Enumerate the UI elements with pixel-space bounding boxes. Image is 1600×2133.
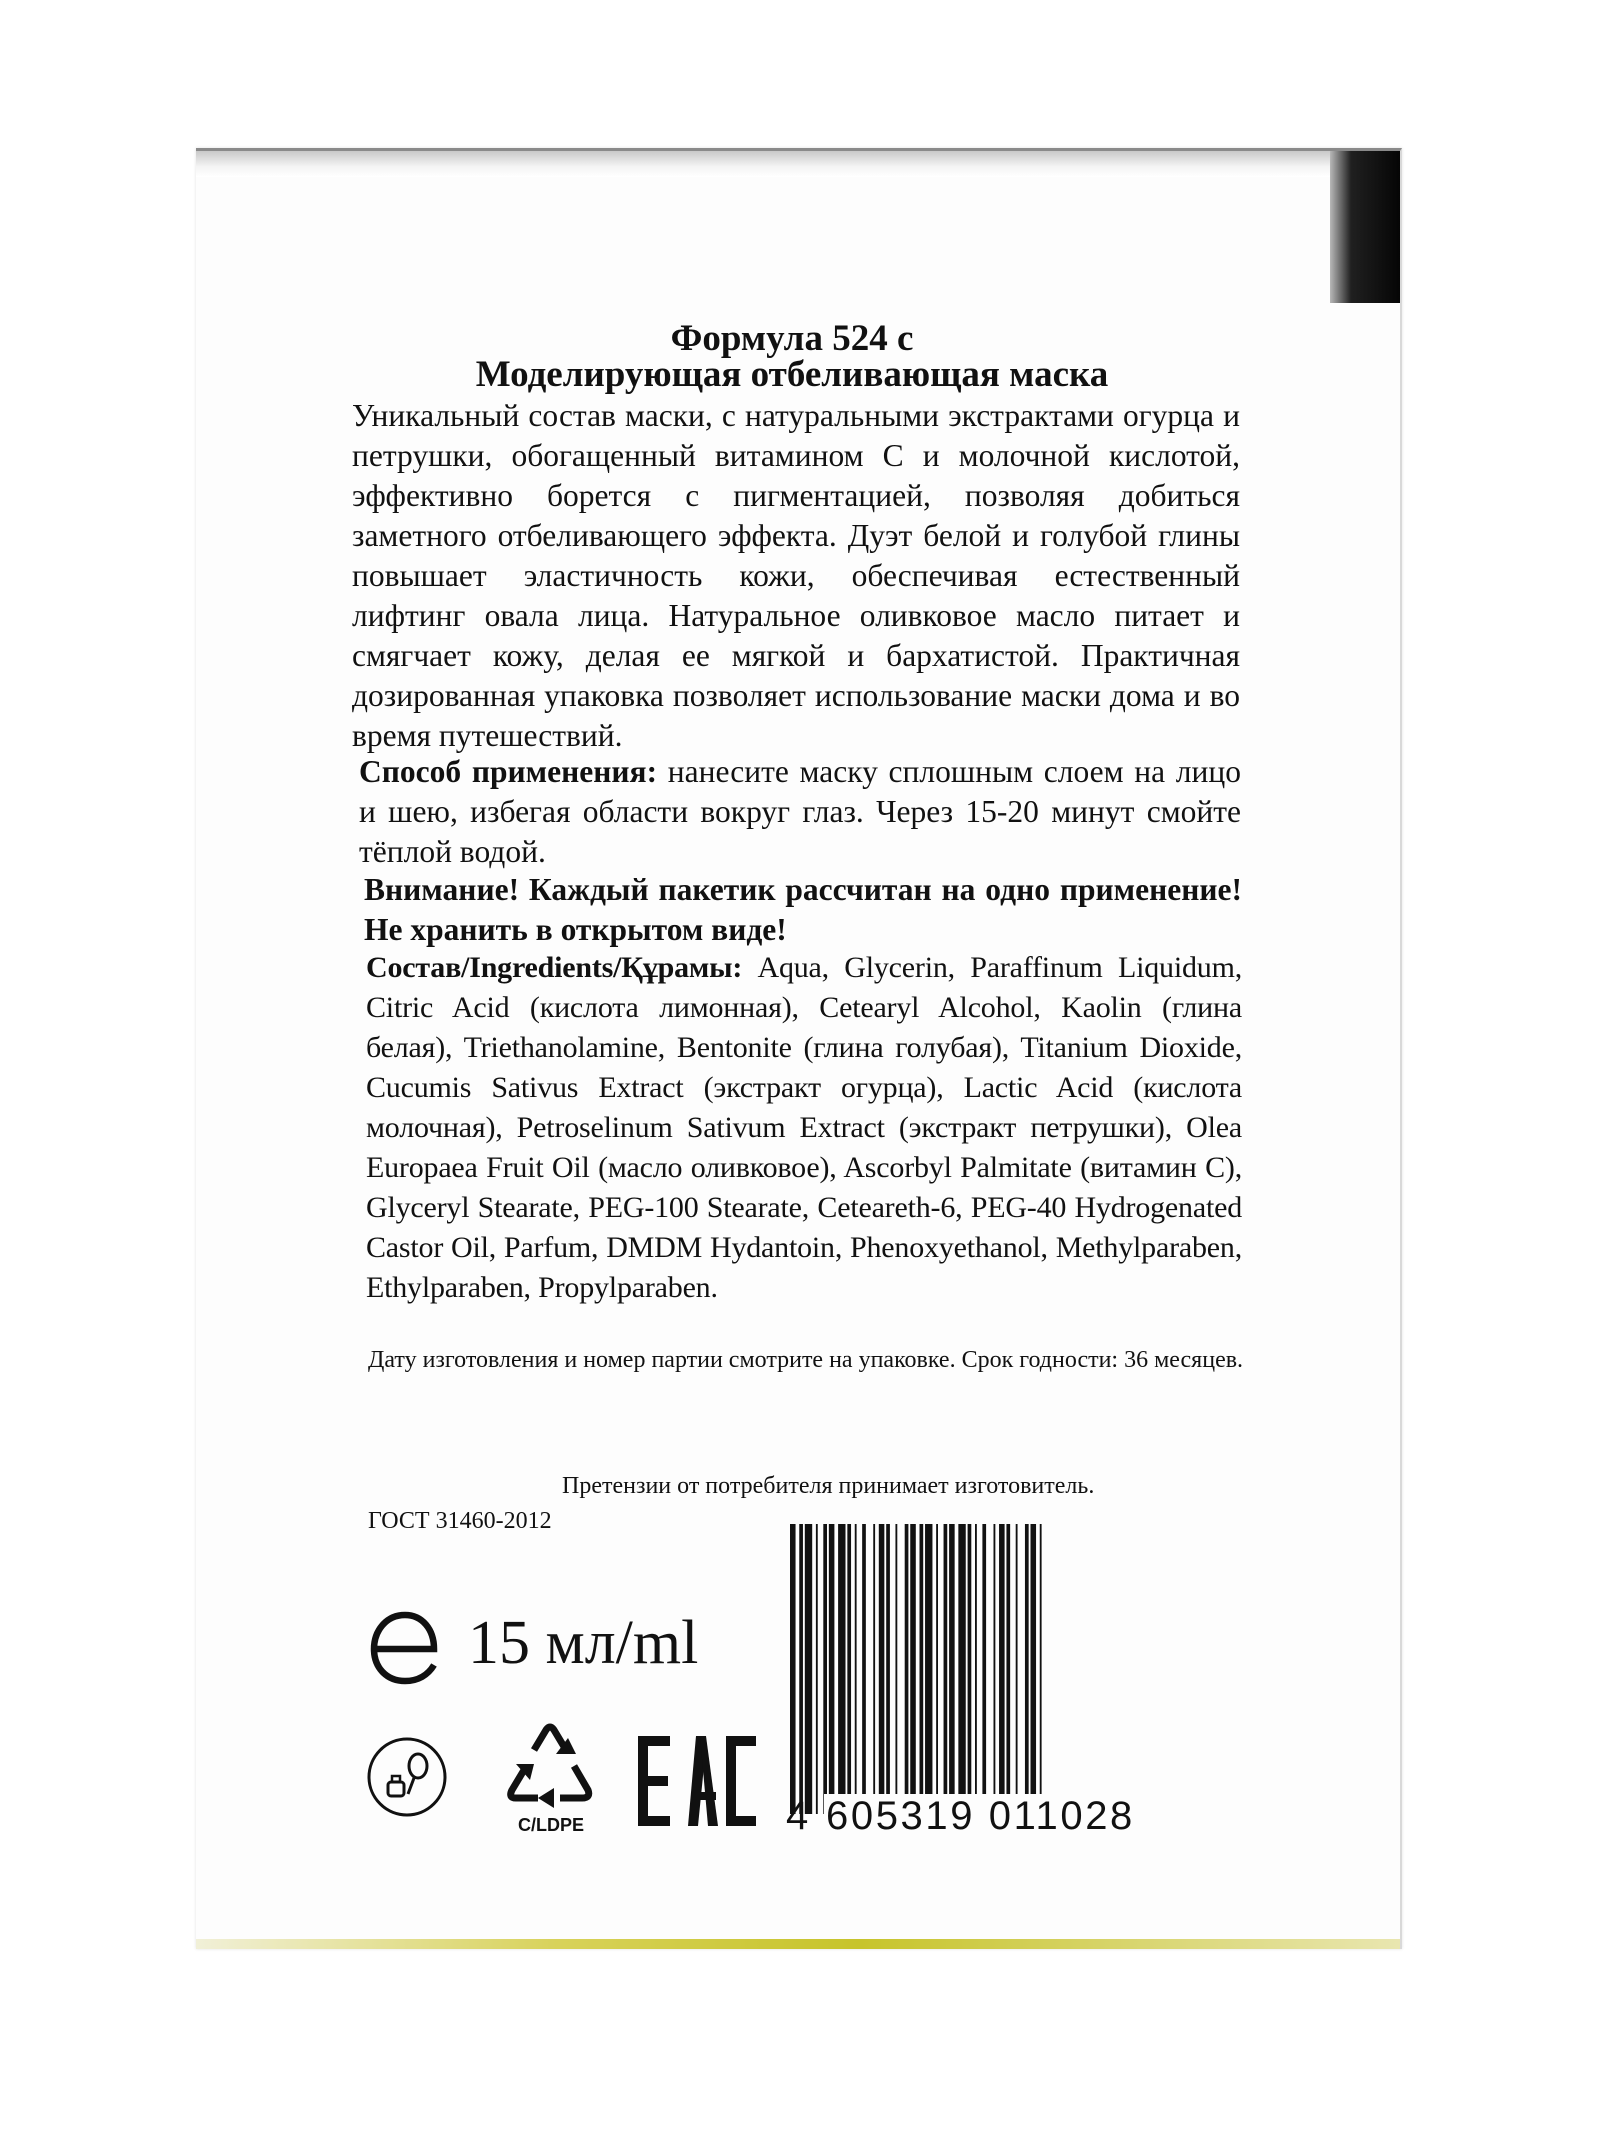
corner-seal (1330, 151, 1400, 303)
gost-number: ГОСТ 31460-2012 (368, 1508, 552, 1534)
ingredients-paragraph (366, 948, 1242, 1308)
volume: 15 мл/ml (468, 1609, 699, 1677)
barcode-first-digit: 4 (786, 1794, 809, 1838)
estimated-sign-icon (368, 1609, 442, 1687)
claims-note: Претензии от потребителя принимает изготовитель. (562, 1473, 1095, 1499)
product-title: Формула 524 с (670, 318, 914, 359)
warning: Внимание! Каждый пакетик рассчитан на одно применение! Не хранить в открытом виде! (364, 872, 1242, 947)
sachet-back (196, 148, 1402, 1949)
date-note: Дату изготовления и номер партии смотрите на упаковке. Срок годности: 36 месяцев. (368, 1347, 1244, 1373)
recycle-icon (494, 1716, 606, 1820)
barcode (788, 1524, 1193, 1814)
cosmetic-jar-mirror-icon (366, 1736, 448, 1818)
barcode-digits: 605319 011028 (826, 1794, 1135, 1838)
top-seal (196, 151, 1400, 177)
recycle-label: C/LDPE (517, 1815, 584, 1835)
eac-mark-icon (636, 1734, 758, 1828)
usage-text: нанесите маску сплошным слоем на лицо и шею, избегая области вокруг глаз. Через 15-20 минут смойте тёплой водой. (359, 754, 1241, 869)
usage-paragraph (359, 752, 1241, 872)
bottom-seal (196, 1939, 1400, 1949)
ingredients-label: Состав/Ingredients/Құрамы: (366, 951, 743, 984)
product-subtitle: Моделирующая отбеливающая маска (475, 354, 1109, 395)
usage-label: Способ применения: (359, 754, 658, 789)
ingredients-text: Aqua, Glycerin, Paraffinum Liquidum, Citric Acid (кислота лимонная), Cetearyl Alcohol, Kaolin (глина белая), Triethanolamine, Bentonite (глина голубая), Titanium Dioxide, Cucumis Sativus Extract (экстракт огурца), Lactic Acid (кислота молочная), Petroselinum Sativum Extract (экстракт петрушки), Olea Europaea Fruit Oil (масло оливковое), Ascorbyl Palmitate (витамин С), Glyceryl Stearate, PEG-100 Stearate, Ceteareth-6, PEG-40 Hydrogenated Castor Oil, Parfum, DMDM Hydantoin, Phenoxyethanol, Methylparaben, Ethylparaben, Propylparaben. (366, 951, 1242, 1304)
description: Уникальный состав маски, с натуральными экстрактами огурца и петрушки, обогащенный витамином С и молочной кислотой, эффективно борется с пигментацией, позволяя добиться заметного отбеливающего эффекта. Дуэт белой и голубой глины повышает эластичность кожи, обеспечивая естественный лифтинг овала лица. Натуральное оливковое масло питает и смягчает кожу, делая ее мягкой и бархатистой. Практичная дозированная упаковка позволяет использование маски дома и во время путешествий. (352, 398, 1240, 753)
